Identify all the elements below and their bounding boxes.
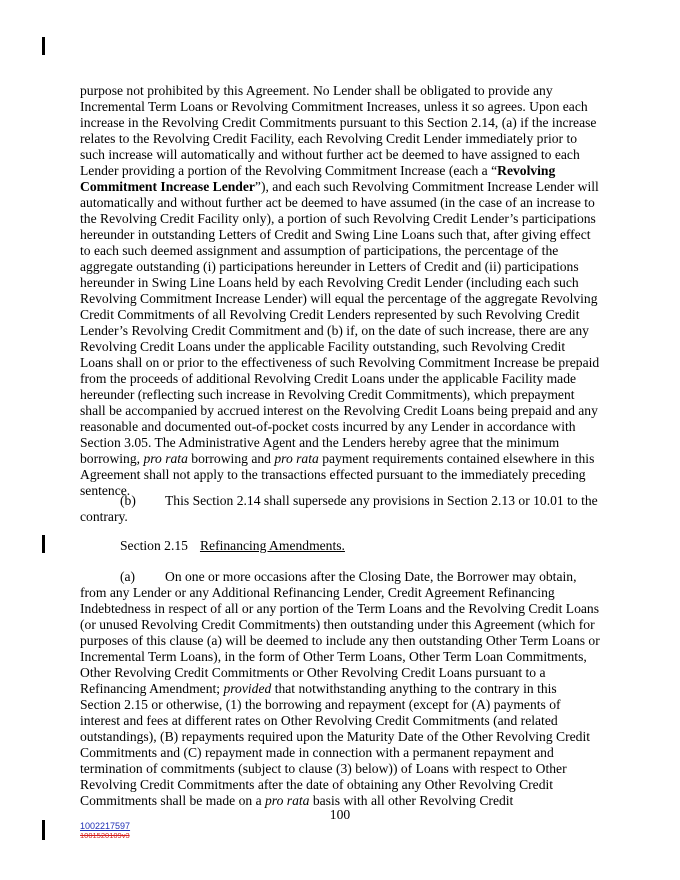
paragraph-b: (b) This Section 2.14 shall supersede any provisions in Section 2.13 or 10.01 to the contrary. (80, 493, 598, 524)
page-number: 100 (329, 807, 351, 822)
change-bar-middle (42, 535, 45, 553)
section-number: Section 2.15 (120, 538, 188, 553)
change-bar-top (42, 37, 45, 55)
old-document-id: 1001520109v3 (80, 831, 130, 840)
paragraph-continuation: purpose not prohibited by this Agreement. No Lender shall be obligated to provide any Incremental Term Loans or Revolving Commitment Increases, unless it so agrees. Upon each increase in the Revolving Credit Commitments pursuant to this Section 2.14, (a) if the increase relates to the Revolving Credit Facility, each Revolving Credit Lender immediately prior to such increase will automatically and without further act be deemed to have assigned to each Lender providing a portion of the Revolving Commitment Increase (each a “Revolving Commitment Increase Lender”), and each such Revolving Commitment Increase Lender will automatically and without further act be deemed to have assumed (in the case of an increase to the Revolving Credit Facility only), a portion of such Revolving Credit Lender’s participations hereunder in outstanding Letters of Credit and Swing Line Loans such that, after giving effect to each such deemed assignment and assumption of participations, the percentage of the aggregate outstanding (i) participations hereunder in Letters of Credit and (ii) participations hereunder in Swing Line Loans held by each Revolving Credit Lender (including each such Revolving Commitment Increase Lender) will equal the percentage of the aggregate Revolving Credit Commitments of all Revolving Credit Lenders represented by such Revolving Credit Lender’s Revolving Credit Commitment and (b) if, on the date of such increase, there are any Revolving Credit Loans under the applicable Facility outstanding, such Revolving Credit Loans shall on or prior to the effectiveness of such Revolving Commitment Increase be prepaid from the proceeds of additional Revolving Credit Loans under the applicable Facility made hereunder (reflecting such increase in Revolving Credit Commitments), which prepayment shall be accompanied by accrued interest on the Revolving Credit Loans being prepaid and any reasonable and documented out-of-pocket costs incurred by any Lender in accordance with Section 3.05. The Administrative Agent and the Lenders hereby agree that the minimum borrowing, pro rata borrowing and pro rata payment requirements contained elsewhere in this Agreement shall not apply to the transactions effected pursuant to the immediately preceding sentence. (80, 83, 600, 498)
defined-term: Revolving Commitment Increase Lender (80, 163, 556, 194)
paragraph-a: (a) On one or more occasions after the Closing Date, the Borrower may obtain, from any Lender or any Additional Refinancing Lender, Credit Agreement Refinancing Indebtedness in respect of all or any portion of the Term Loans and the Revolving Credit Loans (or unused Revolving Credit Commitments) then outstanding under this Agreement (which for purposes of this clause (a) will be deemed to include any then outstanding Other Term Loans or Incremental Term Loans), in the form of Other Term Loans, Other Term Loan Commitments, Other Revolving Credit Commitments or Other Revolving Credit Loans pursuant to a Refinancing Amendment; provided that notwithstanding anything to the contrary in this Section 2.15 or otherwise, (1) the borrowing and repayment (except for (A) payments of interest and fees at different rates on Other Revolving Credit Commitments (and related outstandings), (B) repayments required upon the Maturity Date of the Other Revolving Credit Commitments and (C) repayment made in connection with a permanent repayment and termination of commitments (subject to clause (3) below)) of Loans with respect to Other Revolving Credit Commitments after the date of obtaining any Other Revolving Credit Commitments shall be made on a pro rata basis with all other Revolving Credit (80, 569, 600, 808)
section-title: Refinancing Amendments. (199, 538, 345, 553)
section-heading (80, 538, 600, 554)
document-id: 1002217597 (80, 821, 131, 831)
change-bar-bottom (42, 820, 45, 840)
